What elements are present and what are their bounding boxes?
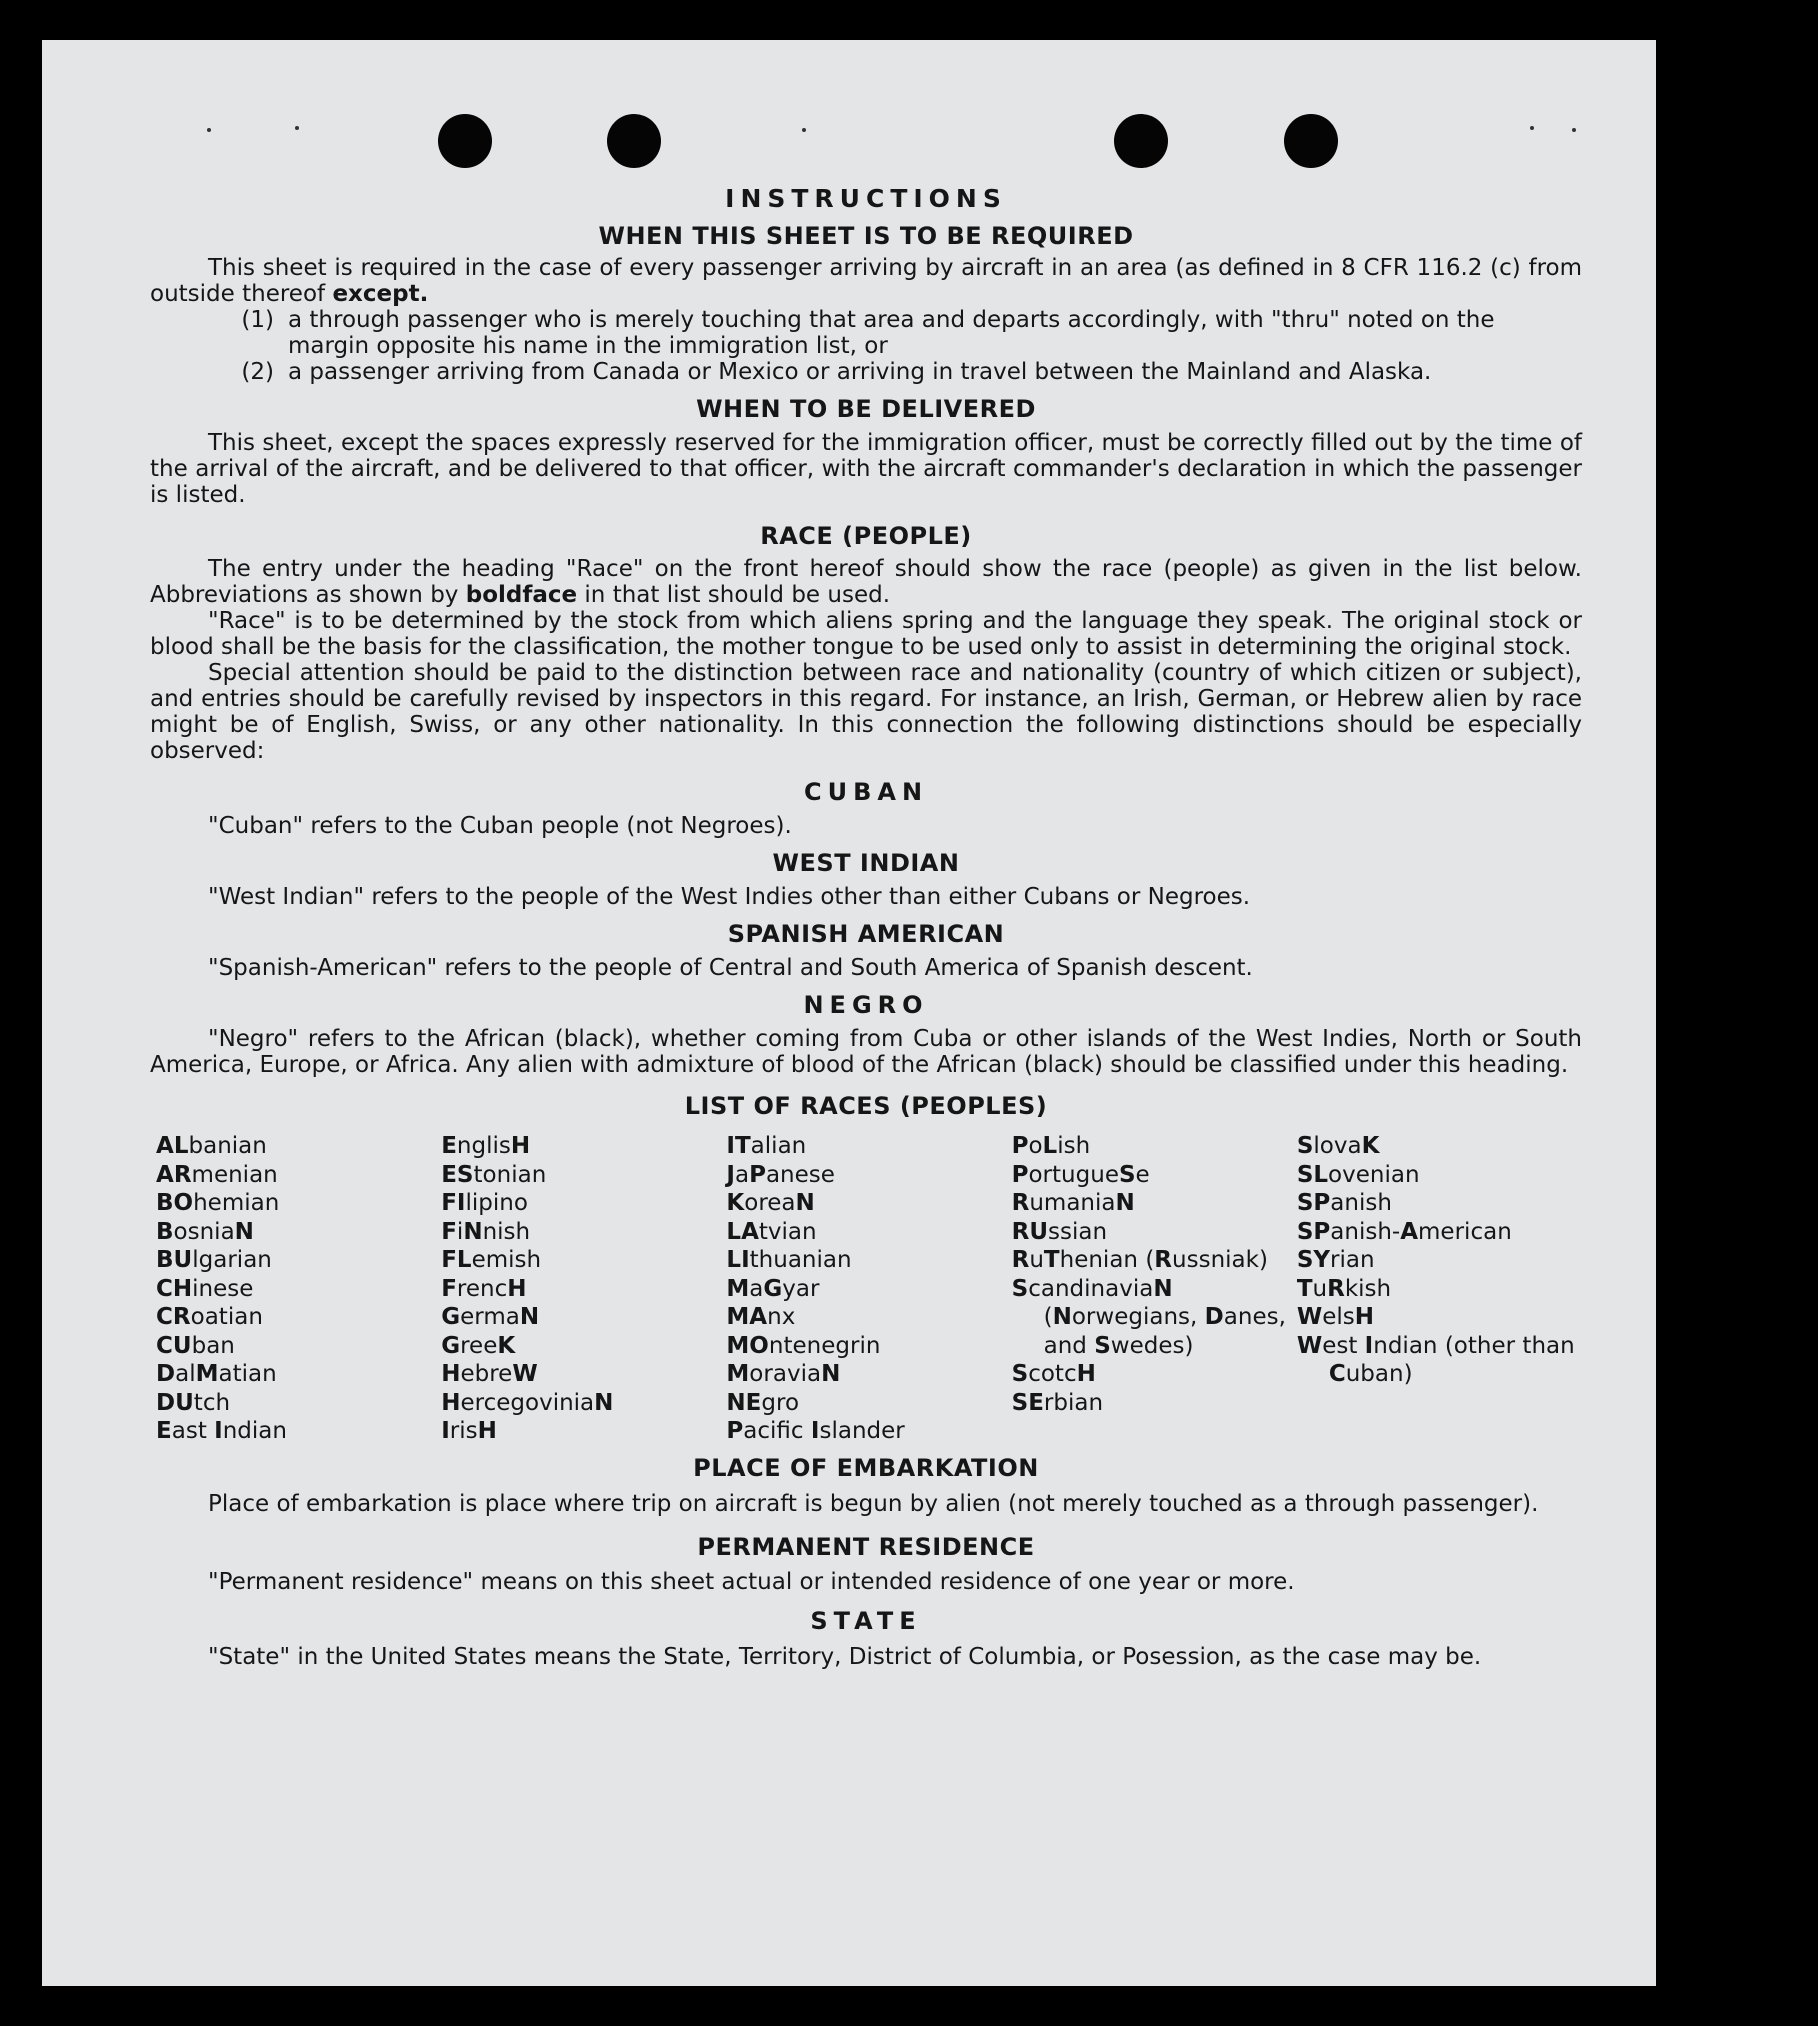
race-entry: JaPanese [726,1161,835,1188]
heading-state: STATE [810,1607,922,1636]
negro-text: "Negro" refers to the African (black), whether coming from Cuba or other islands of the West Indies, North or South America, Europe, or Africa. Any alien with admixture of blood of the African (black) should be classified under this heading. [150,1025,1582,1078]
race-entry: SlovaK [1296,1133,1380,1160]
west-indian-text: "West Indian" refers to the people of the West Indies other than either Cubans or Negroes. [208,883,1251,910]
speck-mark [1530,126,1534,130]
race-entry: IrisH [441,1418,497,1445]
cuban-text: "Cuban" refers to the Cuban people (not Negroes). [208,813,792,840]
race-column [156,1132,441,1446]
heading-when-required: WHEN THIS SHEET IS TO BE REQUIRED [598,222,1134,250]
race-entry: HercegoviniaN [441,1389,614,1416]
race-entry: SPanish-American [1296,1218,1512,1245]
race-entry: HebreW [441,1361,538,1388]
speck-mark [207,128,211,132]
punch-hole [607,114,661,168]
race-entry: ScandinaviaN (Norwegians, Danes, and Swedes) [1011,1275,1286,1359]
heading-permanent-residence: PERMANENT RESIDENCE [697,1532,1035,1561]
place-of-embarkation-text: Place of embarkation is place where trip on aircraft is begun by alien (not merely touched as a through passenger). [208,1490,1539,1517]
exception-item: (1) a through passenger who is merely touching that area and departs accordingly, with "thru" noted on the margin opposite his name in the immigration list, or [241,306,1495,359]
heading-spanish-american: SPANISH AMERICAN [727,919,1005,948]
race-paragraph-3: Special attention should be paid to the distinction between race and nationality (country of which citizen or subject), and entries should be carefully revised by inspectors in this regard. For instance, an Irish, German, or Hebrew alien by race might be of English, Swiss, or any other nationality. In this connection the following distinctions should be especially observed: [150,660,1582,765]
race-entry: FrencH [441,1275,527,1302]
race-entry: RUssian [1011,1218,1108,1245]
race-entry: BUlgarian [156,1247,272,1274]
race-entry: SLovenian [1296,1161,1420,1188]
race-entry: FLemish [441,1247,542,1274]
race-entry: MOntenegrin [726,1332,881,1359]
race-column [1012,1132,1297,1446]
instruction-sheet [42,40,1656,1986]
race-entry: West Indian (other than Cuban) [1296,1332,1575,1388]
race-entry: DUtch [156,1389,231,1416]
race-entry: TuRkish [1296,1275,1392,1302]
race-entry: MaGyar [726,1275,820,1302]
permanent-residence-text: "Permanent residence" means on this sheet actual or intended residence of one year or more. [208,1569,1295,1596]
race-entry: ITalian [726,1133,807,1160]
race-entry: CHinese [156,1275,254,1302]
race-entry: ScotcH [1011,1361,1096,1388]
race-column [441,1132,726,1446]
heading-negro: NEGRO [803,990,929,1019]
race-entry: GermaN [441,1304,540,1331]
punch-hole [438,114,492,168]
race-entry: ARmenian [156,1161,278,1188]
race-entry: FIlipino [441,1190,528,1217]
race-entry: FiNnish [441,1218,531,1245]
race-paragraph-2: "Race" is to be determined by the stock from which aliens spring and the language they speak. The original stock or blood shall be the basis for the classification, the mother tongue to be used only to assist in determining the original stock. [150,608,1582,661]
race-paragraph-1: The entry under the heading "Race" on the front hereof should show the race (people) as given in the list below. Abbreviations as shown by boldface in that list should be used. [150,556,1582,609]
heading-list-of-races: LIST OF RACES (PEOPLES) [684,1091,1048,1120]
race-entry: PortugueSe [1011,1161,1150,1188]
race-entry: EStonian [441,1161,547,1188]
race-entry: NEgro [726,1389,800,1416]
heading-place-of-embarkation: PLACE OF EMBARKATION [693,1453,1039,1482]
punch-hole [1114,114,1168,168]
heading-race: RACE (PEOPLE) [760,521,972,550]
race-entry: RumaniaN [1011,1190,1135,1217]
punch-hole [1284,114,1338,168]
race-entry: WelsH [1296,1304,1374,1331]
race-entry: SPanish [1296,1190,1392,1217]
race-entry: ALbanian [156,1133,267,1160]
race-entry: KoreaN [726,1190,815,1217]
race-list [156,1132,1582,1446]
speck-mark [802,128,806,132]
exception-item: (2) a passenger arriving from Canada or Mexico or arriving in travel between the Mainland and Alaska. [241,358,1432,385]
race-column [1297,1132,1582,1446]
race-entry: RuThenian (Russniak) [1011,1247,1268,1274]
when-required-intro: This sheet is required in the case of every passenger arriving by aircraft in an area (as defined in 8 CFR 116.2 (c) from outside thereof except. [150,254,1582,307]
race-entry: SYrian [1296,1247,1375,1274]
race-entry: BOhemian [156,1190,280,1217]
speck-mark [1572,128,1576,132]
race-entry: SErbian [1011,1389,1104,1416]
heading-cuban: CUBAN [803,778,929,807]
race-entry: PoLish [1011,1133,1091,1160]
race-entry: LIthuanian [726,1247,852,1274]
race-column [726,1132,1011,1446]
race-entry: GreeK [441,1332,516,1359]
race-entry: CUban [156,1332,235,1359]
page-title: INSTRUCTIONS [725,184,1007,213]
race-entry: Pacifc Islander [726,1418,905,1445]
race-entry: MoraviaN [726,1361,841,1388]
state-text: "State" in the United States means the State, Territory, District of Columbia, or Posession, as the case may be. [208,1644,1482,1671]
heading-when-delivered: WHEN TO BE DELIVERED [696,394,1036,423]
race-entry: EnglisH [441,1133,531,1160]
race-entry: LAtvian [726,1218,817,1245]
exception-list [150,307,1582,385]
race-entry: MAnx [726,1304,796,1331]
spanish-american-text: "Spanish-American" refers to the people of Central and South America of Spanish descent. [208,954,1253,981]
heading-west-indian: WEST INDIAN [772,849,960,878]
race-entry: DalMatian [156,1361,277,1388]
speck-mark [295,126,299,130]
when-delivered-text: This sheet, except the spaces expressly reserved for the immigration officer, must be correctly filled out by the time of the arrival of the aircraft, and be delivered to that officer, with the aircraft commander's declaration in which the passenger is listed. [150,429,1582,508]
race-entry: CRoatian [156,1304,263,1331]
race-entry: BosniaN [156,1218,254,1245]
race-entry: East Indian [156,1418,287,1445]
instructions-content [150,184,1582,1670]
